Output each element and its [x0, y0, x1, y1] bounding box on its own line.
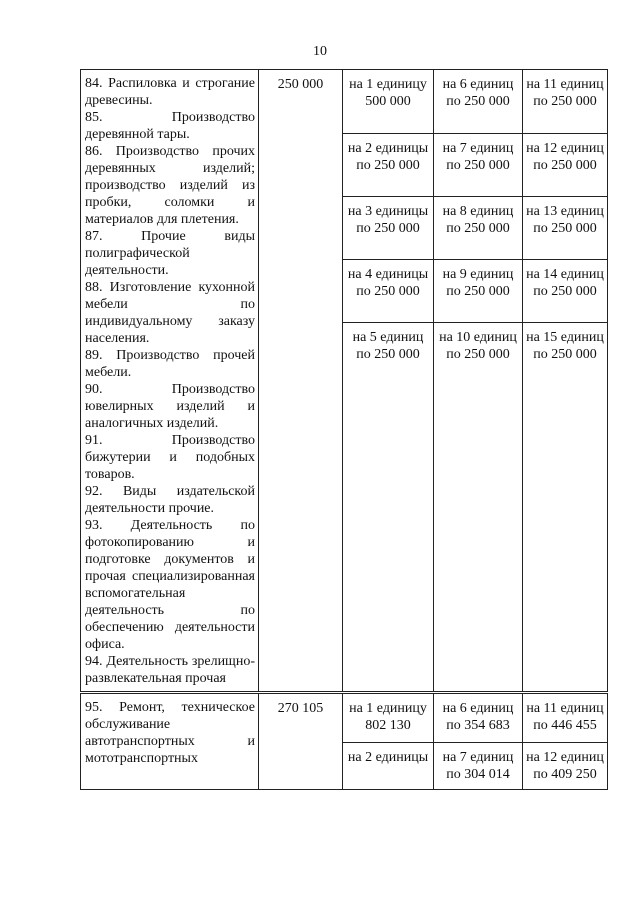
base-value-cell: 270 105: [259, 693, 343, 790]
rate-cell: на 1 единицу 500 000: [343, 70, 434, 134]
activity-item: 86. Производство прочих деревянных изделий; производство изделий из пробки, соломки и материалов для плетения.: [85, 144, 255, 227]
rate-cell: на 5 единиц по 250 000: [343, 323, 434, 370]
rate-cell: на 6 единиц по 354 683: [434, 693, 523, 743]
rate-cell: на 11 единиц по 446 455: [523, 693, 608, 743]
rate-cell: на 2 единицы по 250 000: [343, 134, 434, 197]
rate-cell: на 7 единиц по 250 000: [434, 134, 523, 197]
activity-item: 87. Прочие виды полиграфической деятельности.: [85, 229, 255, 278]
rate-cell: на 3 единицы по 250 000: [343, 197, 434, 260]
page-number: 10: [313, 44, 327, 59]
activity-item: 84. Распиловка и строгание древесины.: [85, 76, 255, 108]
activity-item: 90. Производство ювелирных изделий и аналогичных изделий.: [85, 382, 255, 431]
activity-item: 95. Ремонт, техническое обслуживание автотранспортных и мототранспортных: [85, 700, 255, 766]
table-row: [81, 693, 608, 743]
rate-cell: на 9 единиц по 250 000: [434, 260, 523, 323]
activity-item: 85. Производство деревянной тары.: [85, 110, 255, 142]
rate-cell: на 12 единиц по 409 250: [523, 743, 608, 790]
base-value-cell: 250 000: [259, 70, 343, 693]
rate-cell: на 6 единиц по 250 000: [434, 70, 523, 134]
activity-list-cell: [81, 70, 259, 693]
activity-list-cell: [81, 693, 259, 790]
activity-item: 89. Производство прочей мебели.: [85, 348, 255, 380]
activity-item: 88. Изготовление кухонной мебели по индивидуальному заказу населения.: [85, 280, 255, 346]
rate-cell: на 1 единицу 802 130: [343, 693, 434, 743]
rate-cell: на 8 единиц по 250 000: [434, 197, 523, 260]
rate-cell: на 14 единиц по 250 000: [523, 260, 608, 323]
rate-cell: на 2 единицы: [343, 743, 434, 790]
rate-cell: на 10 единиц по 250 000: [434, 323, 523, 370]
table-row: [81, 70, 608, 134]
rate-cell: на 13 единиц по 250 000: [523, 197, 608, 260]
rate-cell: на 4 единицы по 250 000: [343, 260, 434, 323]
tariff-table: [80, 69, 608, 790]
rate-cell: на 7 единиц по 304 014: [434, 743, 523, 790]
rate-cell: на 15 единиц по 250 000: [523, 323, 608, 370]
activity-item: 92. Виды издательской деятельности прочие.: [85, 484, 255, 516]
rate-cell: на 12 единиц по 250 000: [523, 134, 608, 197]
rate-cell: на 11 единиц по 250 000: [523, 70, 608, 134]
activity-item: 91. Производство бижутерии и подобных товаров.: [85, 433, 255, 482]
activity-item: 93. Деятельность по фотокопированию и подготовке документов и прочая специализированная вспомогательная деятельность по обеспечению деятельности офиса.: [85, 518, 255, 652]
activity-item: 94. Деятельность зрелищно-развлекательная прочая: [85, 654, 255, 686]
